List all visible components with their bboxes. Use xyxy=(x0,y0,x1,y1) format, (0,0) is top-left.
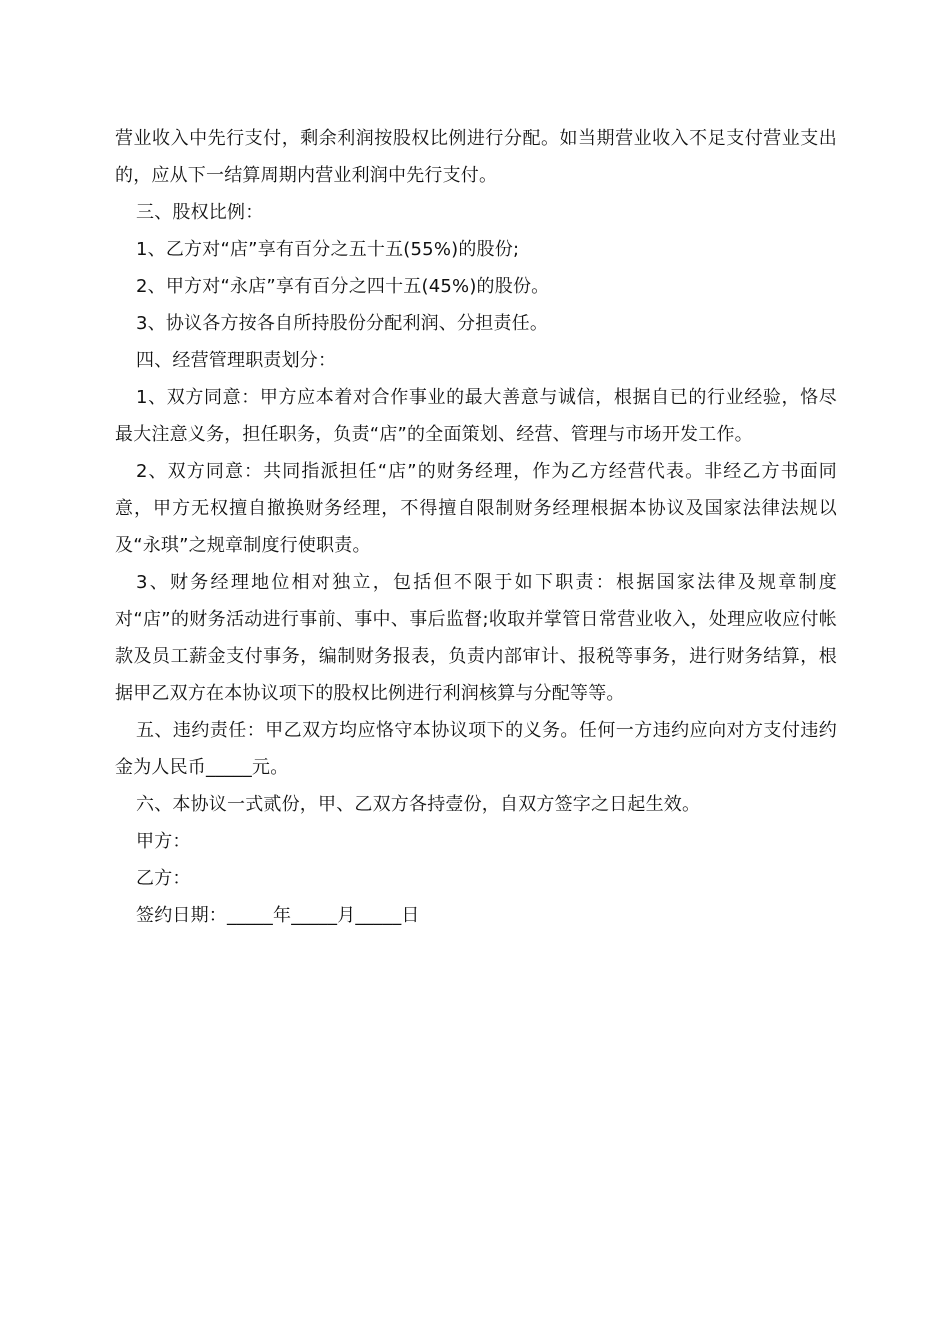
clause-finance-manager-duties: 3、财务经理地位相对独立，包括但不限于如下职责：根据国家法律及规章制度对“店”的财务活动进行事前、事中、事后监督;收取并掌管日常营业收入，处理应收应付帐款及员工薪金支付事务，编制财务报表，负责内部审计、报税等事务，进行财务结算，根据甲乙双方在本协议项下的股权比例进行利润核算与分配等等。 xyxy=(115,572,837,704)
heading-equity-ratio: 三、股权比例： xyxy=(136,202,264,223)
signature-party-b: 乙方： xyxy=(136,868,191,889)
paragraph-profit-distribution-continued: 营业收入中先行支付，剩余利润按股权比例进行分配。如当期营业收入不足支付营业支出的，应从下一结算周期内营业利润中先行支付。 xyxy=(115,128,837,186)
heading-management-duties: 四、经营管理职责划分： xyxy=(136,350,337,371)
clause-copies-effectiveness: 六、本协议一式贰份，甲、乙双方各持壹份，自双方签字之日起生效。 xyxy=(136,794,701,815)
clause-equity-responsibility: 3、协议各方按各自所持股份分配利润、分担责任。 xyxy=(136,313,549,334)
clause-equity-party-a: 2、甲方对“永店”享有百分之四十五(45%)的股份。 xyxy=(136,276,550,297)
clause-management-party-a: 1、双方同意：甲方应本着对合作事业的最大善意与诚信，根据自已的行业经验，恪尽最大注意义务，担任职务，负责“店”的全面策划、经营、管理与市场开发工作。 xyxy=(115,387,837,445)
signature-party-a: 甲方： xyxy=(136,831,191,852)
clause-finance-manager-appointment: 2、双方同意：共同指派担任“店”的财务经理，作为乙方经营代表。非经乙方书面同意，甲方无权擅自撤换财务经理，不得擅自限制财务经理根据本协议及国家法律法规以及“永琪”之规章制度行使职责。 xyxy=(115,461,837,556)
clause-equity-party-b: 1、乙方对“店”享有百分之五十五(55%)的股份; xyxy=(136,239,520,260)
clause-breach-liability: 五、违约责任：甲乙双方均应恪守本协议项下的义务。任何一方违约应向对方支付违约金为人民币_____元。 xyxy=(115,720,837,778)
signing-date: 签约日期：_____年_____月_____日 xyxy=(136,905,420,926)
document-body xyxy=(115,120,837,934)
